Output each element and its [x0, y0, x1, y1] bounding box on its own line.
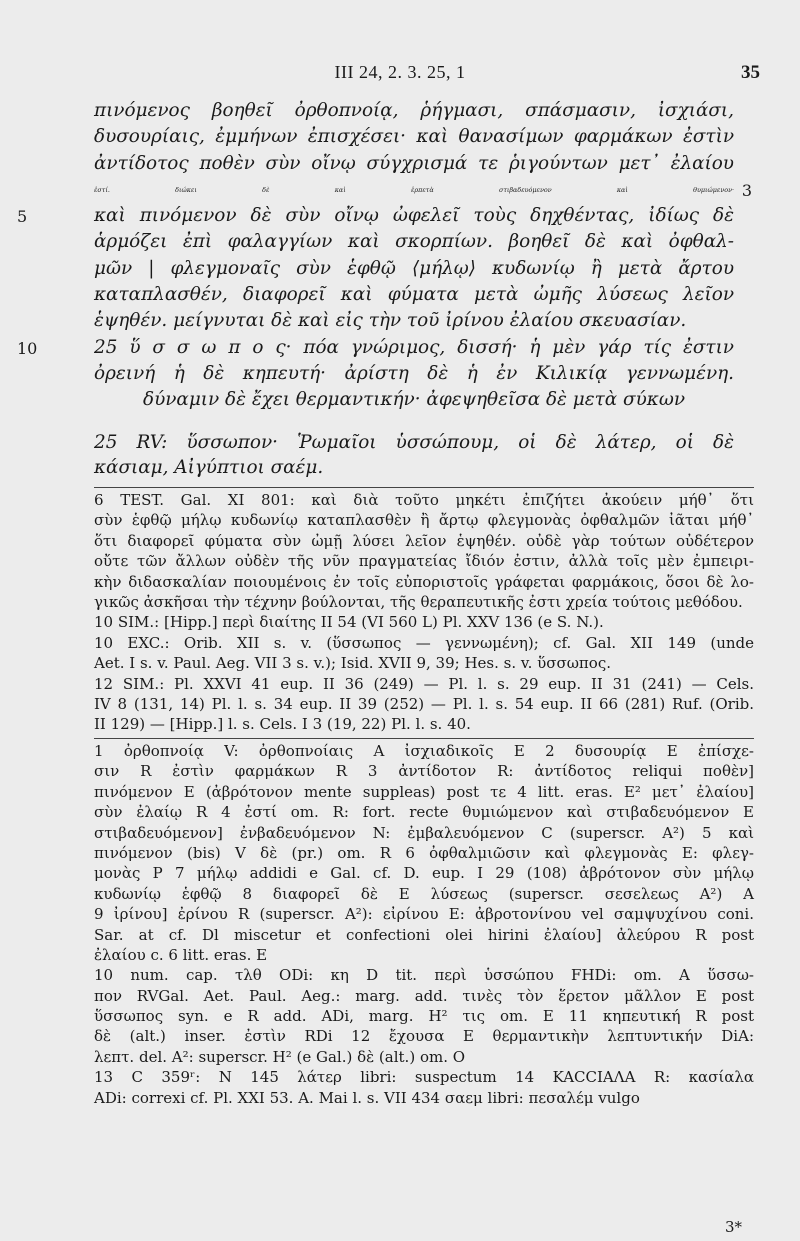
main-text-line: [94, 151, 734, 177]
apparatus-line: πον RVGal. Aet. Paul. Aeg.: marg. add. τινὲς τὸν ἕρετον μᾶλλον E post: [94, 986, 754, 1005]
apparatus-line: λεπτ. del. A²: superscr. H² (e Gal.) δὲ (alt.) om. O: [94, 1047, 466, 1066]
testimonia-line: 12 SIM.: Pl. XXVI 41 eup. II 36 (249) — Pl. l. s. 29 eup. II 31 (241) — Cels.: [94, 674, 754, 693]
rule-testimonia: [94, 487, 754, 488]
main-text-line: [94, 98, 734, 124]
rv-note-line: 25 RV: ὕσσωπον· Ῥωμαῖοι ὑσσώπουμ, οἱ δὲ λάτερ, οἱ δὲ: [94, 432, 734, 453]
testimonia-line: 10 SIM.: [Hipp.] περὶ διαίτης II 54 (VI 560 L) Pl. XXV 136 (e S. N.).: [94, 613, 604, 632]
apparatus-line: σιν R ἐστὶν φαρμάκων R 3 ἀντίδοτον R: ἀντίδοτος reliqui ποθὲν]: [94, 762, 754, 781]
testimonia-line: II 129) — [Hipp.] l. s. Cels. I 3 (19, 22) Pl. l. s. 40.: [94, 715, 471, 734]
main-text-line: [94, 308, 734, 334]
line-text: καταπλασθέν, διαφορεῖ καὶ φύματα μετὰ ὠμῆς λύσεως λεῖον: [94, 284, 734, 306]
line-text: ἑψηθέν. μείγνυται δὲ καὶ εἰς τὴν τοῦ ἰρίνου ἐλαίου σκευασίαν.: [94, 310, 687, 332]
testimonia-line: 6 TEST. Gal. XI 801: καὶ διὰ τοῦτο μηκέτι ἐπιζήτει ἀκούειν μήθ᾽ ὅτι: [94, 491, 754, 509]
line-text: 25 ὕ σ σ ω π ο ς· πόα γνώριμος, δισσή· ἡ μὲν γάρ τίς ἐστιν: [94, 336, 734, 358]
apparatus-line: 9 ἰρίνου] ἐρίνου R (superscr. A²): εἰρίνου E: ἀβροτονίνου vel σαμψυχίνου coni.: [94, 905, 754, 924]
apparatus-line: Sar. at cf. Dl miscetur et confectioni olei hirini ἐλαίου] ἀλεύρου R post: [94, 925, 754, 944]
testimonia-line: 10 EXC.: Orib. XII s. v. (ὕσσωπος — γεννωμένη); cf. Gal. XII 149 (unde: [94, 633, 754, 652]
apparatus-line: 1 ὀρθοπνοίᾳ V: ὀρθοπνοίαις A ἰσχιαδικοῖς E 2 δυσουρίᾳ E ἐπίσχε-: [94, 742, 754, 760]
line-text: ἐστί. διώκει δὲ καὶ ἑρπετὰ στιβαδευόμενον καὶ θυμιώμενον·: [94, 185, 734, 194]
line-text: πινόμενος βοηθεῖ ὀρθοπνοίᾳ, ῥήγμασι, σπάσμασιν, ἰσχιάσι,: [94, 100, 734, 121]
testimonia-line: σὺν ἑφθῷ μήλῳ κυδωνίῳ καταπλασθὲν ἢ ἄρτῳ φλεγμονὰς ὀφθαλμῶν ἰᾶται μήθ᾽: [94, 511, 754, 530]
testimonia-line: ὅτι διαφορεῖ φύματα σὺν ὠμῇ λύσει λεῖον ἑψηθέν. οὐδὲ γὰρ τούτων οὐδέτερον: [94, 531, 754, 550]
line-text: καὶ πινόμενον δὲ σὺν οἴνῳ ὠφελεῖ τοὺς δηχθέντας, ἰδίως δὲ: [94, 205, 734, 227]
line-text: δυσουρίαις, ἐμμήνων ἐπισχέσει· καὶ θανασίμων φαρμάκων ἐστὶν: [94, 126, 734, 148]
signature-mark: 3*: [724, 1218, 742, 1236]
apparatus-line: πινόμενον E (ἀβρότονον mente suppleas) post τε 4 litt. eras. E² μετ᾽ ἐλαίου]: [94, 782, 754, 801]
apparatus-line: πινόμενον (bis) V δὲ (pr.) om. R 6 ὀφθαλμιῶσιν καὶ φλεγμονὰς E: φλεγ-: [94, 843, 754, 862]
main-text-line: [94, 256, 734, 282]
apparatus-line: κυδωνίῳ ἑφθῷ 8 διαφορεῖ δὲ E λύσεως (superscr. σεσελεως A²) A: [94, 884, 754, 903]
testimonia-line: γικῶς ἀσκῆσαι τὴν τέχνην βούλονται, τῆς θεραπευτικῆς ἐστι χρεία τούτοις μεθόδου.: [94, 592, 743, 611]
apparatus-line: σὺν ἐλαίῳ R 4 ἐστί om. R: fort. recte θυμιώμενον καὶ στιβαδευόμενον E: [94, 803, 754, 822]
apparatus-line: μονὰς P 7 μήλῳ addidi e Gal. cf. D. eup. I 29 (108) ἀβρότονον σὺν μήλῳ: [94, 864, 754, 883]
main-text-line: [94, 177, 752, 203]
apparatus-line: ADi: correxi cf. Pl. XXI 53. A. Mai l. s. VII 434 σαεμ libri: πεσαλέμ vulgo: [94, 1088, 640, 1107]
line-text: ἀντίδοτος ποθὲν σὺν οἴνῳ σύγχρισμά τε ῥιγούντων μετ᾽ ἐλαίου: [94, 152, 734, 174]
critical-apparatus: [94, 741, 754, 1108]
line-number: 10: [17, 338, 38, 358]
main-text-line: [94, 229, 734, 255]
line-text: μῶν | φλεγμοναῖς σὺν ἑφθῷ ⟨μήλῳ⟩ κυδωνίῳ ἢ μετὰ ἄρτου: [94, 257, 734, 279]
main-text-line: [94, 361, 734, 387]
rule-critical: [94, 738, 754, 739]
line-text: ὀρεινή ἡ δὲ κηπευτή· ἀρίστη δὲ ἡ ἐν Κιλικίᾳ γεννωμένη.: [94, 362, 734, 384]
main-text-line: [17, 203, 734, 229]
page-number: 35: [741, 62, 760, 83]
main-text-line: [94, 282, 734, 308]
apparatus-line: ἐλαίου c. 6 litt. eras. E: [94, 945, 268, 964]
apparatus-line: δὲ (alt.) inser. ἐστὶν RDi 12 ἔχουσα E θερμαντικὴν λεπτυντικήν DiA:: [94, 1027, 754, 1046]
margin-ref-number: 3: [741, 180, 752, 200]
rv-synonyms-note: [94, 430, 734, 480]
testimonia-line: IV 8 (131, 14) Pl. l. s. 34 eup. II 39 (252) — Pl. l. s. 54 eup. II 66 (281) Ruf. (Orib.: [94, 694, 754, 713]
apparatus-line: στιβαδευόμενον] ἐνβαδευόμενον N: ἐμβαλευόμενον C (superscr. A²) 5 καὶ: [94, 823, 754, 842]
apparatus-line: ὕσσωπος syn. e R add. ADi, marg. H² τις om. E 11 κηπευτική R post: [94, 1007, 754, 1026]
testimonia-line: οὔτε τῶν ἄλλων οὐδὲν τῆς νῦν πραγματείας ἴδιόν ἐστιν, ἀλλὰ τοῖς μὲν ἐμπειρι-: [94, 552, 754, 571]
running-head: III 24, 2. 3. 25, 1: [334, 62, 466, 82]
main-text-line: [94, 387, 734, 413]
apparatus-line: 10 num. cap. τλθ ODi: κη D tit. περὶ ὑσσώπου FHDi: om. A ὕσσω-: [94, 966, 754, 985]
line-text: δύναμιν δὲ ἔχει θερμαντικήν· ἀφεψηθεῖσα δὲ μετὰ σύκων: [143, 389, 685, 411]
apparatus-line: 13 C 359ʳ: N 145 λάτερ libri: suspectum 14 KACCIΑΛΑ R: κασίαλα: [94, 1068, 754, 1087]
main-text: [17, 98, 752, 414]
rv-note-line: κάσιαμ, Αἰγύπτιοι σαέμ.: [94, 457, 324, 478]
testimonia-line: κὴν διδασκαλίαν ποιουμένοις ἐν τοῖς εὐποριστοῖς γράφεται φαρμάκοις, ὅσοι δὲ λο-: [94, 572, 754, 591]
testimonia-line: Aet. I s. v. Paul. Aeg. VII 3 s. v.); Isid. XVII 9, 39; Hes. s. v. ὕσσωπος.: [94, 654, 611, 673]
line-text: ἁρμόζει ἐπὶ φαλαγγίων καὶ σκορπίων. βοηθεῖ δὲ καὶ ὀφθαλ-: [94, 231, 734, 253]
main-text-line: [94, 124, 734, 150]
page-header: [0, 62, 800, 86]
testimonia-apparatus: [94, 490, 754, 735]
main-text-line: [17, 335, 734, 361]
line-number: 5: [17, 207, 28, 227]
